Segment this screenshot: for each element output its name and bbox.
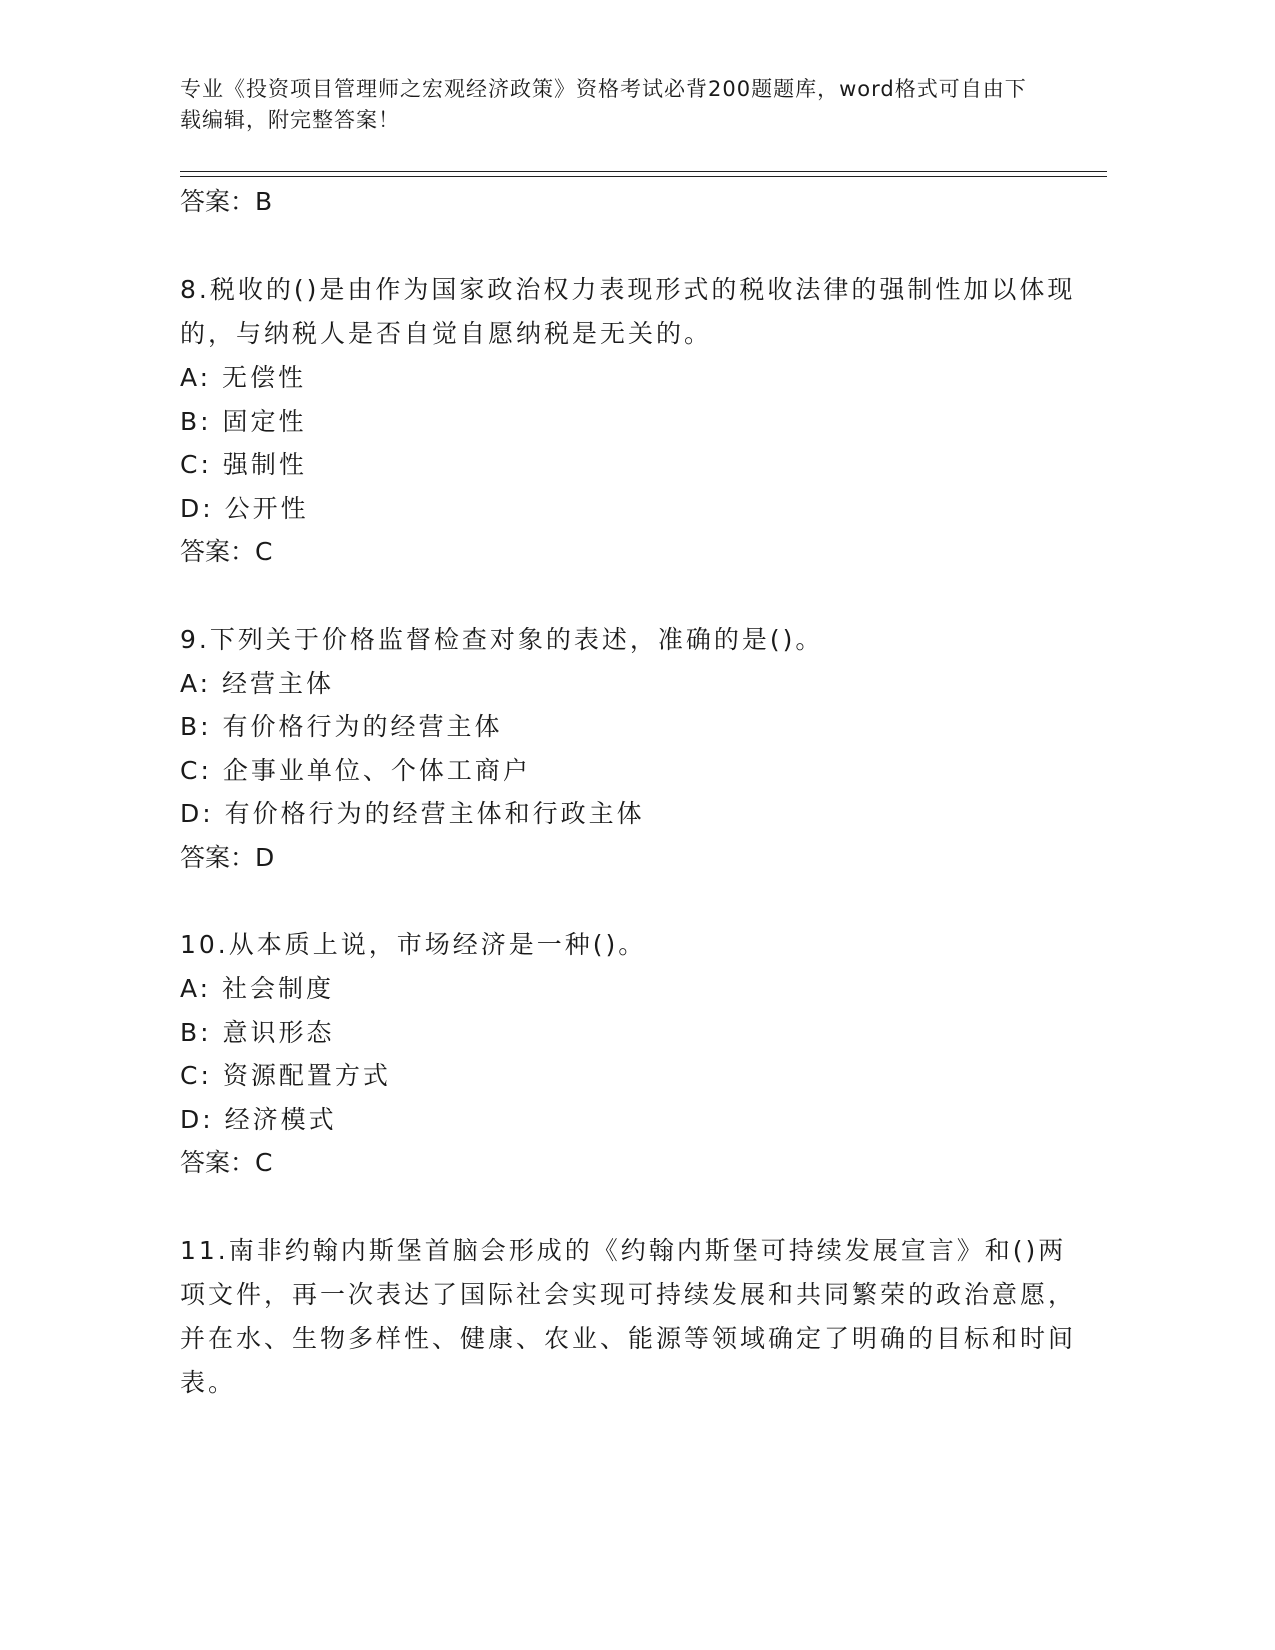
option-b: B: 固定性 bbox=[180, 406, 307, 436]
header-divider-secondary bbox=[180, 176, 1107, 177]
question-stem: 8.税收的()是由作为国家政治权力表现形式的税收法律的强制性加以体现的，与纳税人是否自觉自愿纳税是无关的。 bbox=[180, 275, 1076, 348]
option-c: C: 资源配置方式 bbox=[180, 1061, 391, 1090]
option-d: D: 有价格行为的经营主体和行政主体 bbox=[180, 799, 645, 828]
question-10 bbox=[180, 923, 1080, 1185]
question-list bbox=[180, 268, 1080, 1449]
option-d: D: 经济模式 bbox=[180, 1104, 337, 1134]
header-divider bbox=[180, 171, 1107, 172]
document-header: 专业《投资项目管理师之宏观经济政策》资格考试必背200题题库，word格式可自由下载编辑，附完整答案！ bbox=[180, 77, 1027, 132]
previous-answer: 答案：B bbox=[180, 187, 273, 216]
option-a: A: 社会制度 bbox=[180, 974, 335, 1003]
question-8 bbox=[180, 268, 1080, 574]
question-stem: 11.南非约翰内斯堡首脑会形成的《约翰内斯堡可持续发展宣言》和()两项文件，再一次表达了国际社会实现可持续发展和共同繁荣的政治意愿，并在水、生物多样性、健康、农业、能源等领域确定了明确的目标和时间表。 bbox=[180, 1235, 1077, 1397]
answer: 答案：C bbox=[180, 537, 273, 566]
question-stem: 9.下列关于价格监督检查对象的表述，准确的是()。 bbox=[180, 624, 824, 654]
question-9 bbox=[180, 618, 1080, 880]
answer: 答案：D bbox=[180, 842, 275, 872]
option-a: A: 无偿性 bbox=[180, 363, 307, 392]
option-b: B: 意识形态 bbox=[180, 1017, 335, 1047]
question-stem: 10.从本质上说，市场经济是一种()。 bbox=[180, 930, 647, 959]
question-11 bbox=[180, 1229, 1080, 1405]
option-b: B: 有价格行为的经营主体 bbox=[180, 712, 503, 741]
option-c: C: 强制性 bbox=[180, 450, 307, 479]
option-d: D: 公开性 bbox=[180, 493, 309, 523]
option-c: C: 企事业单位、个体工商户 bbox=[180, 755, 531, 785]
answer: 答案：C bbox=[180, 1148, 273, 1177]
option-a: A: 经营主体 bbox=[180, 668, 335, 698]
